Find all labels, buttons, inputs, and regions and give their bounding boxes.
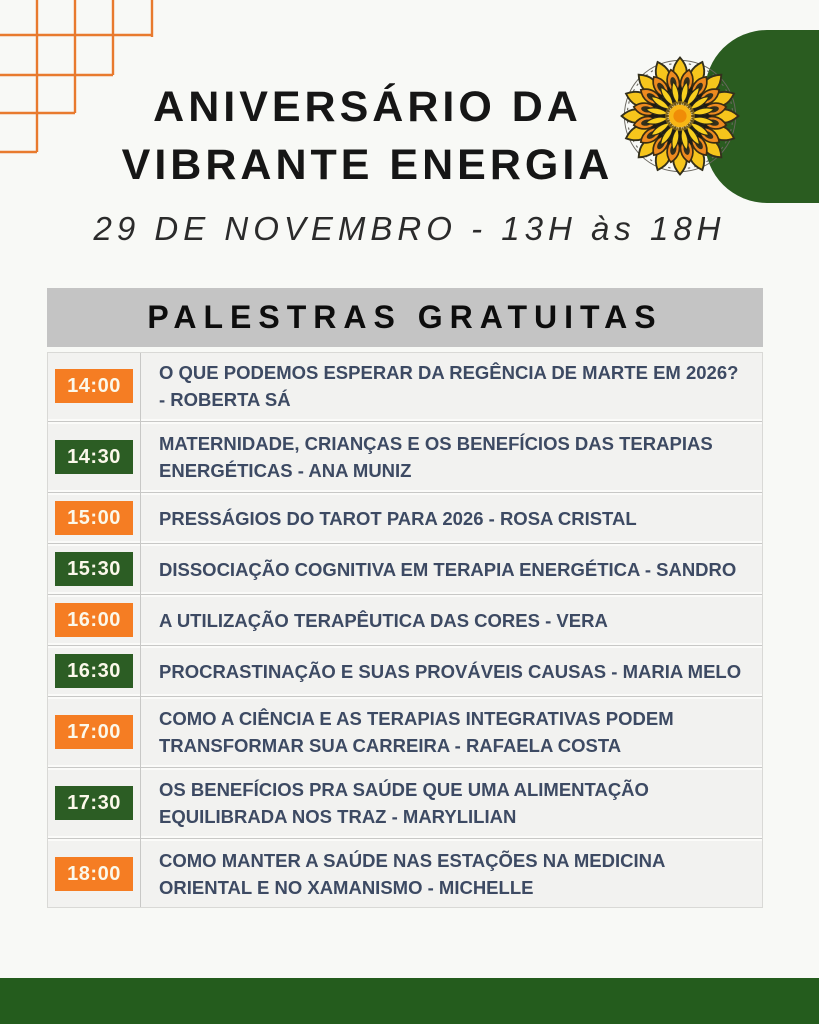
talk-description — [159, 556, 736, 583]
time-badge: 15:30 — [55, 552, 133, 586]
talk-description — [159, 847, 665, 901]
talk-line: OS BENEFÍCIOS PRA SAÚDE QUE UMA ALIMENTAÇÃO — [159, 779, 649, 800]
talk-description — [159, 607, 608, 634]
talk-line: O QUE PODEMOS ESPERAR DA REGÊNCIA DE MARTE EM 2026? — [159, 362, 739, 383]
poster-title — [0, 78, 735, 194]
event-date: 29 DE NOVEMBRO - 13H às 18H — [93, 210, 726, 247]
talk-line: A UTILIZAÇÃO TERAPÊUTICA DAS CORES - VERA — [159, 609, 608, 631]
table-row — [48, 424, 762, 490]
talk-description — [159, 430, 713, 484]
title-line-1: ANIVERSÁRIO DA — [153, 83, 582, 131]
title-line-2: VIBRANTE ENERGIA — [121, 141, 614, 189]
talk-line: COMO MANTER A SAÚDE NAS ESTAÇÕES NA MEDICINA — [159, 850, 666, 871]
table-row — [48, 597, 762, 643]
time-badge: 14:00 — [55, 369, 133, 403]
schedule-title: PALESTRAS GRATUITAS — [47, 288, 763, 347]
talk-line: EQUILIBRADA NOS TRAZ - MARYLILIAN — [159, 806, 517, 827]
talk-line: PRESSÁGIOS DO TAROT PARA 2026 - ROSA CRISTAL — [159, 507, 637, 529]
table-row — [48, 699, 762, 765]
time-badge: 16:00 — [55, 603, 133, 637]
schedule-body — [47, 352, 763, 908]
talk-line: ENERGÉTICAS - ANA MUNIZ — [159, 460, 412, 481]
talk-line: DISSOCIAÇÃO COGNITIVA EM TERAPIA ENERGÉTICA - SANDRO — [159, 558, 737, 580]
talk-description — [159, 658, 741, 685]
time-badge: 18:00 — [55, 857, 133, 891]
time-badge: 15:00 — [55, 501, 133, 535]
time-badge: 17:00 — [55, 715, 133, 749]
table-row — [48, 495, 762, 541]
table-row — [48, 770, 762, 836]
talk-line: TRANSFORMAR SUA CARREIRA - RAFAELA COSTA — [159, 735, 622, 756]
time-badge: 17:30 — [55, 786, 133, 820]
talk-line: ORIENTAL E NO XAMANISMO - MICHELLE — [159, 877, 534, 898]
talk-line: MATERNIDADE, CRIANÇAS E OS BENEFÍCIOS DAS TERAPIAS — [159, 433, 713, 454]
talk-line: - ROBERTA SÁ — [159, 389, 291, 410]
talk-line: PROCRASTINAÇÃO E SUAS PROVÁVEIS CAUSAS - MARIA MELO — [159, 660, 742, 682]
time-badge: 16:30 — [55, 654, 133, 688]
talk-description — [159, 359, 738, 413]
talk-description — [159, 705, 674, 759]
footer-band — [0, 978, 819, 1024]
table-row — [48, 841, 762, 907]
table-row — [48, 546, 762, 592]
talk-description — [159, 776, 649, 830]
talk-description — [159, 505, 637, 532]
table-row — [48, 648, 762, 694]
table-row — [48, 353, 762, 419]
talk-line: COMO A CIÊNCIA E AS TERAPIAS INTEGRATIVAS PODEM — [159, 708, 674, 729]
time-badge: 14:30 — [55, 440, 133, 474]
schedule-table — [47, 288, 763, 908]
